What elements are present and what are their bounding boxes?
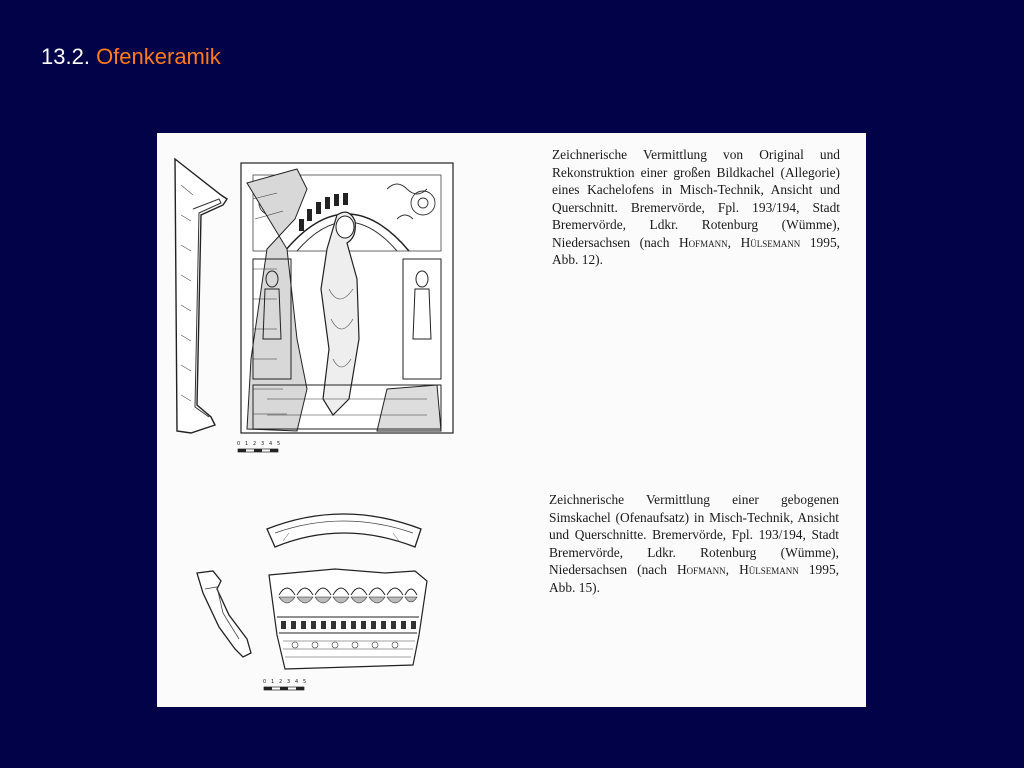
slide-title-text: Ofenkeramik [96,44,221,69]
scale-label: 1 [245,441,249,447]
caption-cornice-tile [549,491,839,596]
caption-separator: , [725,562,740,577]
figure-panel [157,133,866,707]
caption-separator: , [727,234,741,250]
scale-label: 2 [253,441,257,447]
scale-label: 3 [287,679,291,685]
scale-bar-top [237,439,287,461]
caption-author: Hülsemann [739,562,799,577]
caption-end: 1995, Abb. 12). [552,234,840,267]
caption-picture-tile [552,146,840,269]
tile-cross-section-drawing [171,155,231,437]
caption-author: Hofmann [678,234,728,250]
scale-label: 2 [279,679,283,685]
scale-bar-bottom [263,677,313,699]
slide-number: 13.2. [41,44,90,69]
caption-end: 1995, Abb. 15). [549,562,839,595]
scale-label: 1 [271,679,275,685]
caption-text: Zeichnerische Vermittlung von Original und Rekonstruktion einer großen Bildkachel (Allegorie) eines Kachelofens in Misch-Technik, Ansicht und Querschnitt. Bremervörde, Fpl. 193/194, Stadt Bremervörde, Ldkr. Rotenburg (Wümme), Niedersachsen (nach [552,147,840,250]
cornice-tile-top-section-drawing [263,505,425,555]
picture-tile-allegory-drawing [237,159,457,437]
scale-label: 4 [269,441,273,447]
scale-label: 3 [261,441,265,447]
caption-text: Zeichnerische Vermittlung einer gebogenen Simskachel (Ofenaufsatz) in Misch-Technik, Ansicht und Querschnitte. Bremervörde, Fpl. 193/194, Stadt Bremervörde, Ldkr. Rotenburg (Wümme), Niedersachsen (nach [549,492,839,577]
scale-label: 5 [303,679,307,685]
scale-label: 4 [295,679,299,685]
scale-label: 0 [263,679,267,685]
cornice-tile-front-drawing [265,565,431,675]
caption-author: Hofmann [676,562,726,577]
scale-label: 5 [277,441,281,447]
caption-author: Hülsemann [740,234,801,250]
scale-label: 0 [237,441,241,447]
cornice-tile-profile-drawing [191,569,255,661]
slide-title [41,44,221,70]
